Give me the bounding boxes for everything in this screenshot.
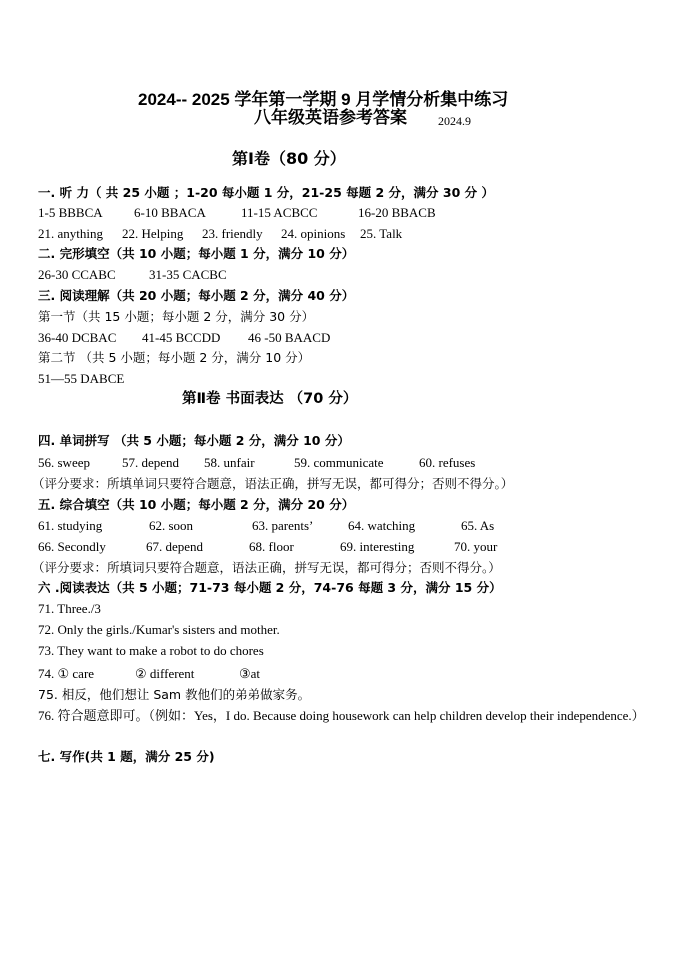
- comprehensive-answer: 67. depend: [146, 539, 204, 554]
- comprehensive-answer: 61. studying: [38, 518, 103, 533]
- listening-answer: 23. friendly: [202, 226, 263, 241]
- comprehensive-answer: 63. parents’: [252, 518, 314, 533]
- reading-part2-label: 第二节 （共 5 小题；每小题 2 分，满分 10 分）: [38, 350, 311, 365]
- listening-answers-row-1: [38, 205, 648, 221]
- comprehensive-answer: 62. soon: [149, 518, 194, 533]
- answer-71: 71. Three./3: [38, 601, 101, 616]
- listening-answer: 16-20 BBACB: [358, 205, 436, 220]
- spelling-answer: 60. refuses: [419, 455, 476, 470]
- reading-answer: 46 -50 BAACD: [248, 330, 331, 345]
- spelling-heading: 四. 单词拼写 （共 5 小题；每小题 2 分，满分 10 分）: [38, 433, 350, 448]
- document-subtitle: 八年级英语参考答案: [254, 108, 407, 128]
- spelling-answers-row: [38, 455, 648, 471]
- listening-answer: 24. opinions: [281, 226, 346, 241]
- comprehensive-answer: 66. Secondly: [38, 539, 106, 554]
- listening-heading: 一. 听 力（ 共 25 小题 ；1-20 每小题 1 分，21-25 每题 2 分，满分 30 分 ）: [38, 185, 494, 200]
- spelling-answer: 56. sweep: [38, 455, 90, 470]
- answer-74-part: ③at: [239, 666, 261, 681]
- comprehensive-heading: 五. 综合填空（共 10 小题；每小题 2 分，满分 20 分）: [38, 497, 355, 512]
- listening-answers-row-2: [38, 226, 648, 242]
- listening-answer: 1-5 BBBCA: [38, 205, 103, 220]
- comprehensive-answers-row-1: [38, 518, 648, 534]
- document-title: 2024-- 2025 学年第一学期 9 月学情分析集中练习: [138, 90, 509, 109]
- cloze-answer: 31-35 CACBC: [149, 267, 227, 282]
- cloze-answers-row: [38, 267, 648, 283]
- reading-answer: 36-40 DCBAC: [38, 330, 117, 345]
- reading-part2-answers: 51—55 DABCE: [38, 371, 125, 386]
- comprehensive-answer: 65. As: [461, 518, 495, 533]
- answer-74-row: [38, 666, 648, 682]
- spelling-answer: 58. unfair: [204, 455, 255, 470]
- comprehensive-answer: 70. your: [454, 539, 498, 554]
- listening-answer: 25. Talk: [360, 226, 403, 241]
- spelling-answer: 57. depend: [122, 455, 180, 470]
- answer-73: 73. They want to make a robot to do chores: [38, 643, 264, 658]
- volume-one-title: 第Ⅰ卷（80 分）: [232, 149, 346, 168]
- answer-75: 75. 相反，他们想让 Sam 教他们的弟弟做家务。: [38, 687, 311, 702]
- reading-answer: 41-45 BCCDD: [142, 330, 221, 345]
- listening-answer: 6-10 BBACA: [134, 205, 206, 220]
- cloze-heading: 二. 完形填空（共 10 小题；每小题 1 分，满分 10 分）: [38, 246, 355, 261]
- cloze-answer: 26-30 CCABC: [38, 267, 116, 282]
- comprehensive-answers-row-2: [38, 539, 648, 555]
- reading-heading: 三. 阅读理解（共 20 小题；每小题 2 分，满分 40 分）: [38, 288, 355, 303]
- answer-74-part: ② different: [135, 666, 195, 681]
- reading-part1-label: 第一节（共 15 小题；每小题 2 分，满分 30 分）: [38, 309, 315, 324]
- writing-heading: 七. 写作(共 1 题，满分 25 分): [38, 749, 215, 764]
- answer-72: 72. Only the girls./Kumar's sisters and mother.: [38, 622, 280, 637]
- listening-answer: 22. Helping: [122, 226, 184, 241]
- comprehensive-note: （评分要求：所填词只要符合题意，语法正确，拼写无误，都可得分；否则不得分。）: [32, 560, 501, 575]
- comprehensive-answer: 64. watching: [348, 518, 416, 533]
- answer-76: 76. 符合题意即可。（例如：Yes，I do. Because doing housework can help children develop their independence.）: [38, 708, 645, 723]
- spelling-note: （评分要求：所填单词只要符合题意，语法正确，拼写无误，都可得分；否则不得分。）: [32, 476, 514, 491]
- spelling-answer: 59. communicate: [294, 455, 384, 470]
- comprehensive-answer: 68. floor: [249, 539, 294, 554]
- document-date: 2024.9: [438, 114, 471, 128]
- volume-two-title: 第Ⅱ卷 书面表达 （70 分）: [182, 391, 358, 407]
- listening-answer: 11-15 ACBCC: [241, 205, 318, 220]
- reading-part1-answers: [38, 330, 648, 346]
- reading-expression-heading: 六 .阅读表达（共 5 小题；71-73 每小题 2 分，74-76 每题 3 分，满分 15 分）: [38, 580, 502, 595]
- answer-74-part: 74. ① care: [38, 666, 95, 681]
- comprehensive-answer: 69. interesting: [340, 539, 415, 554]
- listening-answer: 21. anything: [38, 226, 103, 241]
